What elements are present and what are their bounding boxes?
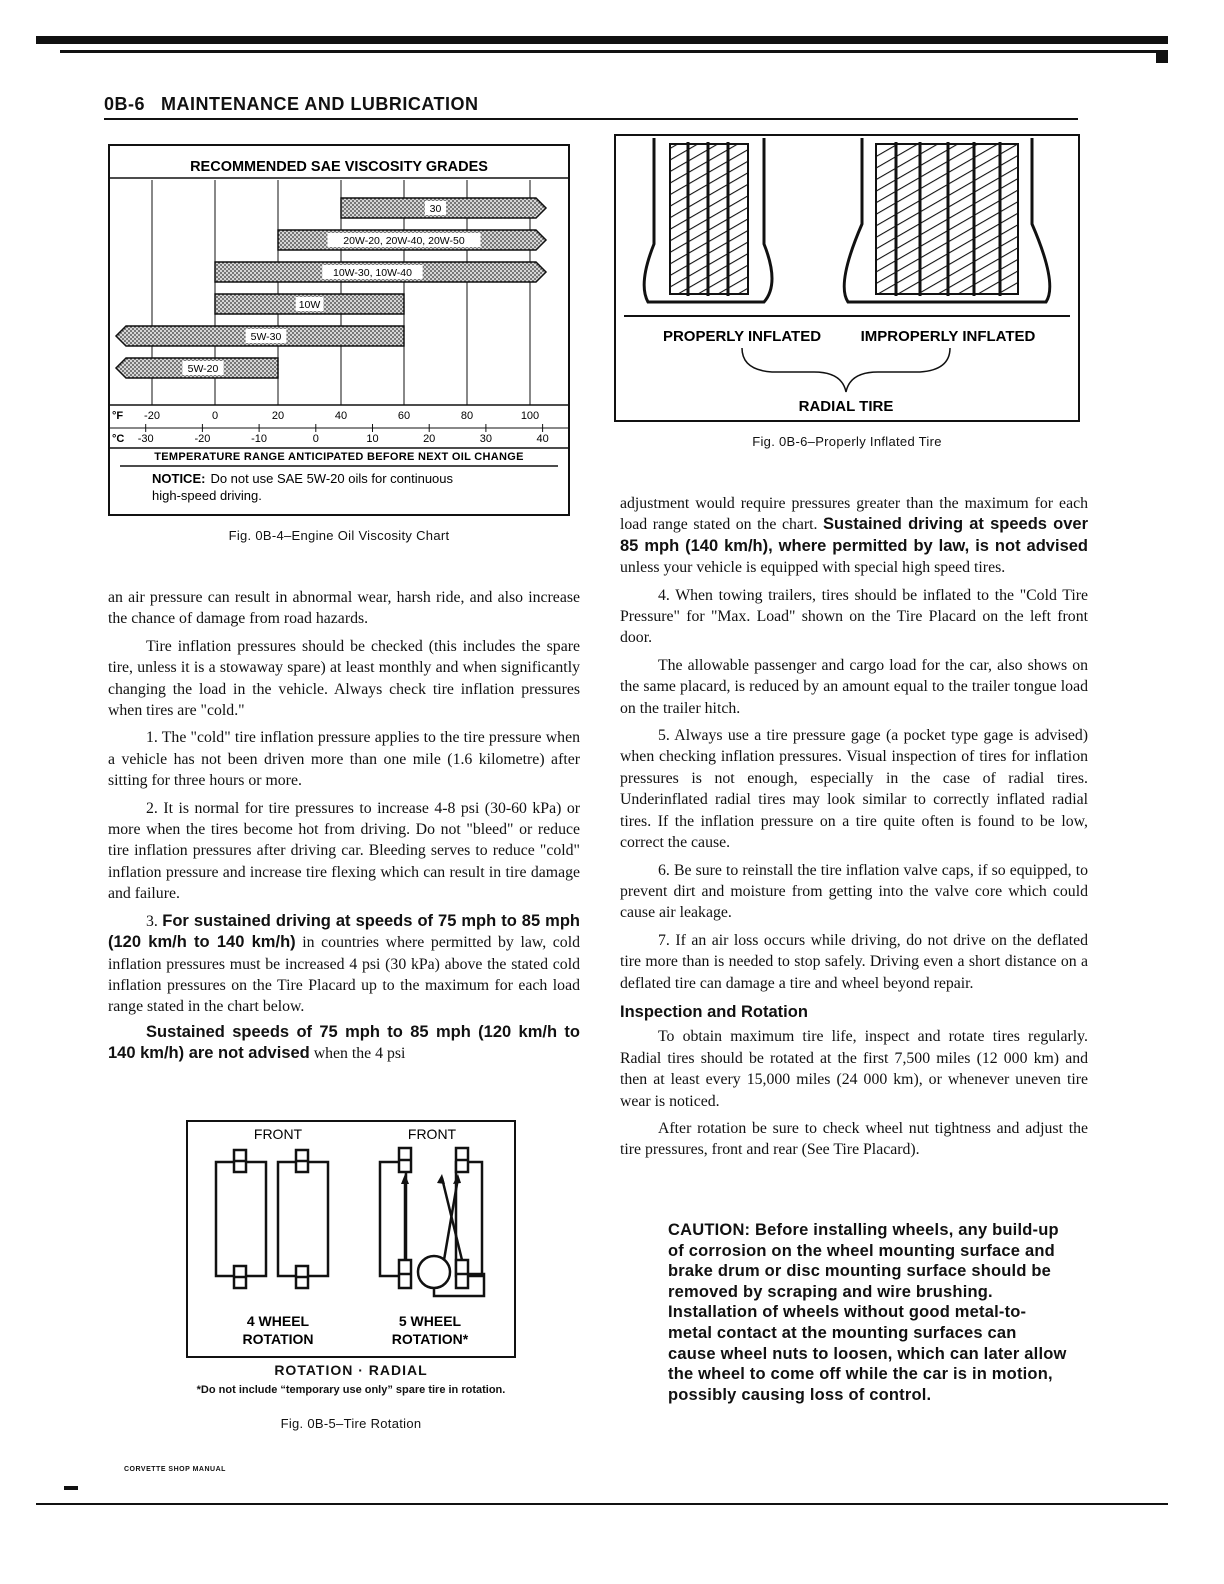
caution-block: CAUTION: Before installing wheels, any build-up of corrosion on the wheel mounting surface and brake drum or disc mounting surface should be removed by scraping and wire brushing. Installation of wheels without good metal-to-metal contact at the mounting surfaces can cause wheel nuts to loosen, which can later allow the wheel to come off while the car is in motion, possibly causing loss of control.	[668, 1221, 1067, 1404]
right-para-4: 5. Always use a tire pressure gage (a pocket type gage is advised) when checking inflation pressures. Visual inspection of tires for inflation pressures is not enough, especially in the case of radial tires. Underinflated radial tires may look similar to correctly inflated radial tires. If the inflation pressure on a tire quite often is found to be low, correct the cause.	[620, 727, 1088, 852]
left-para-2: Tire inflation pressures should be checked (this includes the spare tire, unless it is a stowaway spare) at least monthly and when significantly changing the load in the vehicle. Always check tire inflation pressures when tires are "cold."	[108, 637, 580, 720]
notice-line-2: high-speed driving.	[152, 488, 262, 503]
f-tick-label: 100	[520, 410, 540, 422]
top-rule-thick	[36, 36, 1168, 44]
f-tick-label: 80	[460, 410, 474, 422]
label-radial-tire: RADIAL TIRE	[798, 398, 894, 415]
right-column	[620, 493, 1088, 1161]
left-para-1: an air pressure can result in abnormal wear, harsh ride, and also increase the chance of damage from road hazards.	[108, 589, 580, 628]
chart-title: RECOMMENDED SAE VISCOSITY GRADES	[190, 159, 488, 175]
four-wheel-label-2: ROTATION	[242, 1331, 314, 1347]
front-label-right: FRONT	[407, 1126, 457, 1142]
rotation-title: ROTATION · RADIAL	[274, 1362, 428, 1378]
left-para-5	[108, 911, 580, 1018]
c-tick-labels	[138, 424, 549, 445]
top-rule-thin	[60, 50, 1168, 53]
footer-note: CORVETTE SHOP MANUAL	[124, 1466, 226, 1473]
label-improperly: IMPROPERLY INFLATED	[860, 328, 1036, 345]
c-tick-label: -10	[251, 433, 268, 445]
rotation-arrowheads	[401, 1174, 461, 1184]
right-para-1-bold: Sustained driving at speeds over 85 mph (140 km/h), where permitted by law, is not advised	[620, 515, 1088, 555]
left-column	[108, 587, 580, 1065]
c-tick-label: 10	[366, 433, 379, 445]
bar-label: 5W-30	[250, 331, 282, 343]
five-wheel-label-1: 5 WHEEL	[398, 1313, 462, 1329]
footer-mark	[64, 1486, 78, 1490]
right-para-8: After rotation be sure to check wheel nut tightness and adjust the tire pressures, front and rear (See Tire Placard).	[620, 1119, 1088, 1159]
tire-figure	[614, 134, 1080, 422]
bar-label: 20W-20, 20W-40, 20W-50	[343, 235, 465, 247]
left-para-4: 2. It is normal for tire pressures to increase 4-8 psi (30-60 kPa) or more when the tires become hot from driving. Do not "bleed" or reduce tire inflation pressures after driving car. Bleeding serves to reduce "cold" inflation pressure and increase tire flexing which can result in tire damage and failure.	[108, 799, 580, 903]
c-tick-label: -20	[194, 433, 211, 445]
tire-improperly-inflated	[844, 138, 1050, 302]
c-tick-label: 0	[312, 433, 319, 445]
bar-label: 10W	[298, 299, 321, 311]
chart-bars	[116, 198, 546, 378]
f-tick-label: 20	[271, 410, 285, 422]
five-wheel-diagram	[380, 1148, 484, 1296]
viscosity-caption: Fig. 0B-4–Engine Oil Viscosity Chart	[228, 528, 450, 543]
rotation-footnote: *Do not include “temporary use only” spare tire in rotation.	[196, 1384, 506, 1396]
right-para-2: 4. When towing trailers, tires should be inflated to the "Cold Tire Pressure" for "Max. Load" shown on the Tire Placard on the left front door.	[620, 586, 1088, 647]
front-label-left: FRONT	[253, 1126, 303, 1142]
tire-caption: Fig. 0B-6–Properly Inflated Tire	[752, 434, 942, 449]
page-title: MAINTENANCE AND LUBRICATION	[161, 94, 479, 114]
f-tick-label: 60	[397, 410, 411, 422]
right-para-1	[620, 493, 1088, 579]
bar-label: 30	[429, 203, 442, 215]
left-para-6	[108, 1022, 580, 1065]
page-header	[104, 94, 479, 115]
right-para-5: 6. Be sure to reinstall the tire inflation valve caps, if so equipped, to prevent dirt and moisture from getting into the valve core which could cause air leakage.	[620, 861, 1088, 922]
bar-label: 5W-20	[187, 363, 219, 375]
notice-line-1	[152, 471, 454, 486]
header-rule	[104, 118, 1078, 120]
left-para-3: 1. The "cold" tire inflation pressure applies to the tire pressure when a vehicle has not been driven more than one mile (1.6 kilometre) after sitting for three hours or more.	[108, 729, 580, 790]
brace	[742, 348, 950, 392]
left-para-5-rest: in countries where permitted by law, cold inflation pressures must be increased 4 psi (30 kPa) above the stated cold inflation pressures on the Tire Placard up to the maximum for each load range stated in the chart below.	[108, 934, 580, 1016]
rotation-figure	[186, 1120, 516, 1360]
section-heading: Inspection and Rotation	[620, 1002, 808, 1021]
left-para-6-bold: Sustained speeds of 75 mph to 85 mph (120 km/h to 140 km/h) are not advised	[108, 1022, 580, 1063]
right-para-7: To obtain maximum tire life, inspect and rotate tires regularly. Radial tires should be rotated at the first 7,500 miles (12 000 km) and then at least every 15,000 miles (24 000 km), or whenever uneven tire wear is noticed.	[620, 1028, 1088, 1110]
notice-label: NOTICE:	[152, 471, 206, 486]
bottom-rule	[36, 1503, 1168, 1505]
notice-text: Do not use SAE 5W-20 oils for continuous	[210, 471, 454, 486]
f-tick-label: 0	[211, 410, 219, 422]
f-tick-label: 40	[334, 410, 348, 422]
left-para-6-rest: when the 4 psi	[313, 1045, 406, 1063]
f-unit-label: °F	[112, 410, 124, 422]
rotation-caption: Fig. 0B-5–Tire Rotation	[280, 1416, 422, 1431]
left-para-5-number: 3.	[146, 912, 158, 930]
bar-label: 10W-30, 10W-40	[333, 267, 412, 279]
label-properly: PROPERLY INFLATED	[662, 328, 822, 345]
right-para-1-start: adjustment would require pressures greater than the maximum for each load range stated on the chart.	[620, 495, 1088, 534]
c-tick-label: -30	[137, 433, 154, 445]
right-para-3: The allowable passenger and cargo load for the car, also shows on the same placard, is reduced by an amount equal to the trailer tongue load on the trailer hitch.	[620, 656, 1088, 717]
right-para-1-rest: unless your vehicle is equipped with special high speed tires.	[620, 559, 1006, 577]
c-unit-label: °C	[112, 433, 125, 445]
f-tick-labels	[144, 410, 539, 422]
f-tick-label: -20	[144, 410, 160, 422]
four-wheel-diagram	[216, 1150, 328, 1288]
chart-footer: TEMPERATURE RANGE ANTICIPATED BEFORE NEXT OIL CHANGE	[154, 451, 524, 463]
section-number: 0B-6	[104, 94, 146, 114]
viscosity-chart	[108, 144, 570, 516]
c-tick-label: 40	[536, 433, 549, 445]
top-rule-corner	[1156, 50, 1168, 63]
left-para-5-bold: For sustained driving at speeds of 75 mph to 85 mph (120 km/h to 140 km/h)	[108, 911, 581, 952]
four-wheel-label-1: 4 WHEEL	[246, 1313, 310, 1329]
five-wheel-label-2: ROTATION*	[391, 1331, 469, 1347]
c-tick-label: 20	[423, 433, 436, 445]
right-para-6: 7. If an air loss occurs while driving, do not drive on the deflated tire more than is needed to stop safely. Driving even a short distance on a deflated tire can damage a tire and wheel beyond repair.	[620, 931, 1088, 992]
tire-properly-inflated	[644, 138, 772, 302]
c-tick-label: 30	[479, 433, 493, 445]
